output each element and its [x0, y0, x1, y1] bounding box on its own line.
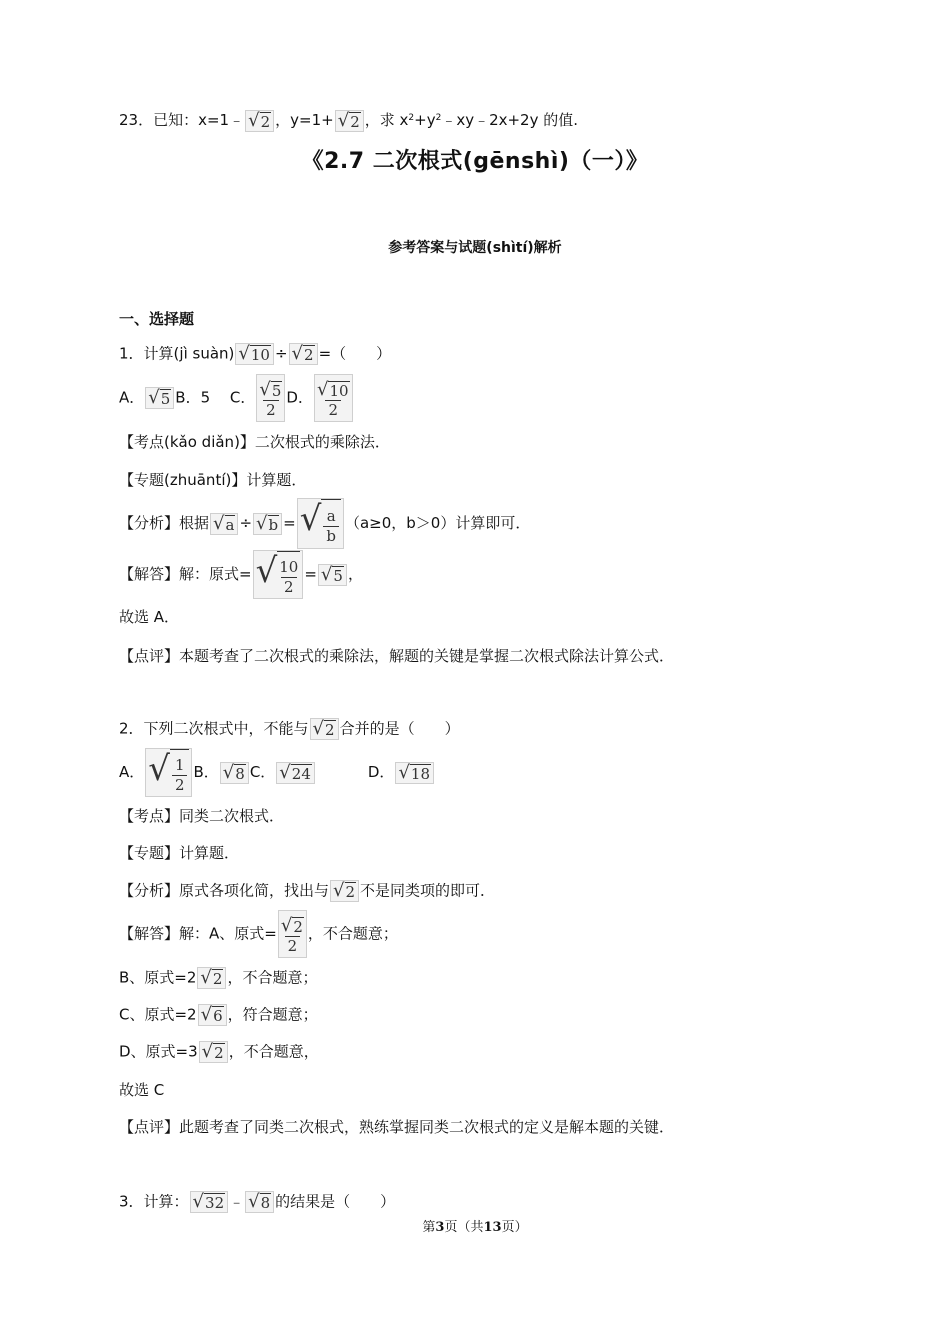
q1-fenxi: 【分析】根据 √ a ÷ √ b = √ $\frac{a}{b}$ （a≥0，b＞0）计算即可． [119, 498, 530, 549]
total-pages-number: 13 [483, 1220, 502, 1235]
sqrt-10-over-2-image: √ $\frac{10}{2}$ [253, 550, 304, 599]
option-c-fraction-image: √ 5 2 [256, 374, 285, 422]
sqrt-2-image: √ 2 [245, 110, 274, 132]
q1-jieda: 【解答】解：原式= √ $\frac{10}{2}$ = √ 5 ， [119, 550, 363, 599]
sqrt-2-image: √ 2 [330, 880, 359, 902]
q23-y-eq: ，y=1+ [275, 111, 334, 129]
q23-line: 23．已知：x=1﹣ √ 2 ，y=1+ √ 2 ，求 $x^2+y^2﹣xy﹣2x+2y$ 的值. [119, 109, 579, 131]
q1-dianping: 【点评】本题考查了二次根式的乘除法，解题的关键是掌握二次根式除法计算公式． [119, 647, 675, 665]
q2-stem: 2．下列二次根式中，不能与 √ 2 合并的是（ ） [119, 718, 460, 739]
option-d-fraction-image: √ 10 2 [314, 374, 353, 422]
q23-number: 23． [119, 111, 154, 129]
page-footer: 第3页（共13页） [422, 1220, 528, 1235]
document-subtitle: 参考答案与试题(shìtí)解析 [388, 240, 562, 256]
sqrt2-over-2-image: √ 2 2 [278, 910, 307, 958]
sqrt-2-image: √ 2 [289, 343, 318, 365]
q2-c-line: C、原式=2 √ 6 ，符合题意； [119, 1004, 318, 1025]
option-d-sqrt-18-image: √ 18 [395, 762, 434, 784]
q2-jieda: 【解答】解：A、原式= √ 2 2 ，不合题意； [119, 910, 398, 958]
q1-kaodian: 【考点(kǎo diǎn)】二次根式的乘除法． [119, 433, 390, 451]
option-c-sqrt-24-image: √ 24 [276, 762, 315, 784]
q23-x-eq: x=1﹣ [198, 111, 245, 129]
q2-b-line: B、原式=2 √ 2 ，不合题意； [119, 967, 318, 988]
q2-dianping: 【点评】此题考查了同类二次根式，熟练掌握同类二次根式的定义是解本题的关键． [119, 1118, 675, 1136]
sqrt-10-image: √ 10 [235, 343, 274, 365]
sqrt-6-image: √ 6 [198, 1004, 227, 1026]
q2-options: A． √ $\frac{1}{2}$ B． √ 8 C． √ 24 D． √ 18 [119, 748, 435, 797]
sqrt-2-image: √ 2 [310, 718, 339, 740]
q1-answer: 故选 A． [119, 608, 180, 626]
sqrt-2-image: √ 2 [199, 1041, 228, 1063]
sqrt-2-image: √ 2 [335, 110, 364, 132]
q1-zhuanti: 【专题(zhuāntí)】计算题． [119, 471, 307, 489]
q1-stem: 1．计算(jì suàn) √ 10 ÷ √ 2 =（ ） [119, 343, 392, 364]
q2-fenxi: 【分析】原式各项化简，找出与 √ 2 不是同类项的即可． [119, 880, 496, 901]
q3-stem: 3．计算： √ 32 ﹣ √ 8 的结果是（ ） [119, 1191, 396, 1212]
sqrt-a-image: √ a [210, 513, 238, 535]
q1-options: A． √ 5 B．5 C． √ 5 2 D． √ 10 2 [119, 374, 354, 422]
q23-given: 已知： [153, 111, 199, 129]
option-b-sqrt-8-image: √ 8 [220, 762, 249, 784]
sqrt-b-image: √ b [253, 513, 282, 535]
q2-answer: 故选 C [119, 1081, 165, 1099]
section-heading: 一、选择题 [119, 310, 195, 328]
document-title: 《2.7 二次根式(gēnshì)（一）》 [301, 149, 649, 174]
sqrt-8-image: √ 8 [245, 1191, 274, 1213]
option-a-sqrt-half-image: √ $\frac{1}{2}$ [145, 748, 192, 797]
q2-d-line: D、原式=3 √ 2 ，不合题意， [119, 1041, 319, 1062]
sqrt-a-over-b-image: √ $\frac{a}{b}$ [297, 498, 344, 549]
sqrt-5-image: √ 5 [318, 564, 347, 586]
sqrt-32-image: √ 32 [190, 1191, 229, 1213]
sqrt-2-image: √ 2 [197, 967, 226, 989]
q23-ask: ，求 x [364, 111, 409, 129]
q2-zhuanti: 【专题】计算题． [119, 844, 240, 862]
current-page-number: 3 [435, 1220, 445, 1235]
q2-kaodian: 【考点】同类二次根式． [119, 807, 285, 825]
option-a-sqrt-5-image: √ 5 [145, 387, 174, 409]
